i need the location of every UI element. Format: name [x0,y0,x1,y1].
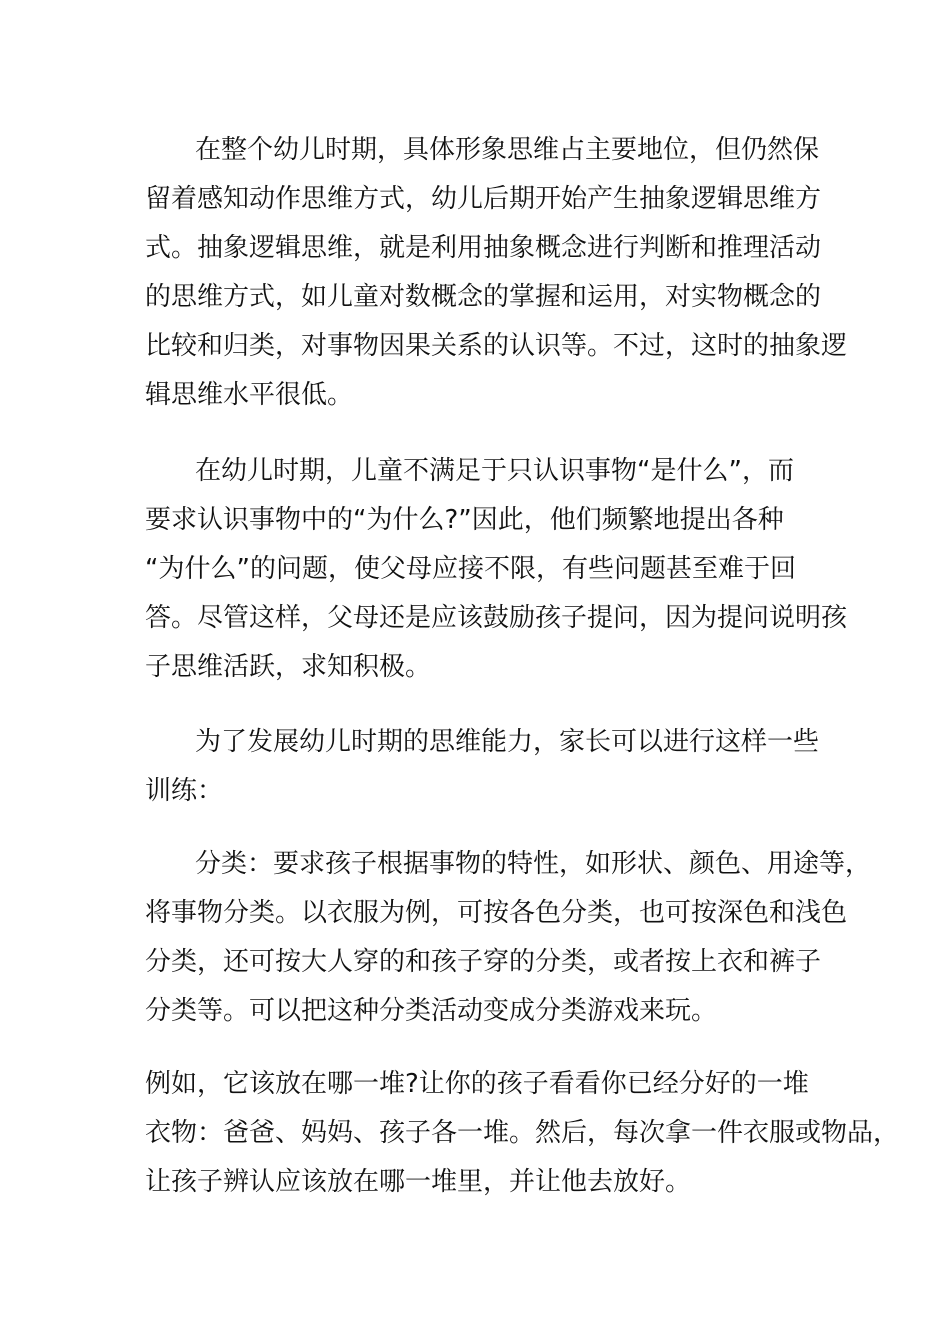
text-line: 将事物分类。以衣服为例，可按各色分类，也可按深色和浅色 [145,898,848,928]
text-line: 辑思维水平很低。 [145,380,354,410]
text-line: 答。尽管这样，父母还是应该鼓励孩子提问，因为提问说明孩 [145,603,848,633]
text-line: 例如，它该放在哪一堆?让你的孩子看看你已经分好的一堆 [145,1069,809,1099]
text-line: 在幼儿时期，儿童不满足于只认识事物“是什么”，而 [195,456,794,486]
paragraph-training-intro [145,718,820,816]
paragraph-example [145,1060,900,1207]
text-line: 为了发展幼儿时期的思维能力，家长可以进行这样一些 [195,727,820,757]
text-line: 式。抽象逻辑思维，就是利用抽象概念进行判断和推理活动 [145,233,822,263]
text-line: 比较和归类，对事物因果关系的认识等。不过，这时的抽象逻 [145,331,848,361]
paragraph-thinking-stages [145,126,848,420]
text-line: 衣物：爸爸、妈妈、孩子各一堆。然后，每次拿一件衣服或物品， [145,1118,900,1148]
text-line: 的思维方式，如儿童对数概念的掌握和运用，对实物概念的 [145,282,822,312]
text-line: 分类，还可按大人穿的和孩子穿的分类，或者按上衣和裤子 [145,947,822,977]
text-line: 子思维活跃，求知积极。 [145,652,432,682]
text-line: 训练： [145,776,224,806]
text-line: 留着感知动作思维方式，幼儿后期开始产生抽象逻辑思维方 [145,184,822,214]
text-line: 在整个幼儿时期，具体形象思维占主要地位，但仍然保 [195,135,820,165]
text-line: “为什么”的问题，使父母应接不限，有些问题甚至难于回 [145,554,796,584]
text-line: 分类等。可以把这种分类活动变成分类游戏来玩。 [145,996,718,1026]
text-line: 要求认识事物中的“为什么?”因此，他们频繁地提出各种 [145,505,784,535]
paragraph-classification [145,840,872,1036]
paragraph-why-questions [145,447,848,692]
text-line: 分类：要求孩子根据事物的特性，如形状、颜色、用途等， [195,849,872,879]
text-line: 让孩子辨认应该放在哪一堆里，并让他去放好。 [145,1167,692,1197]
